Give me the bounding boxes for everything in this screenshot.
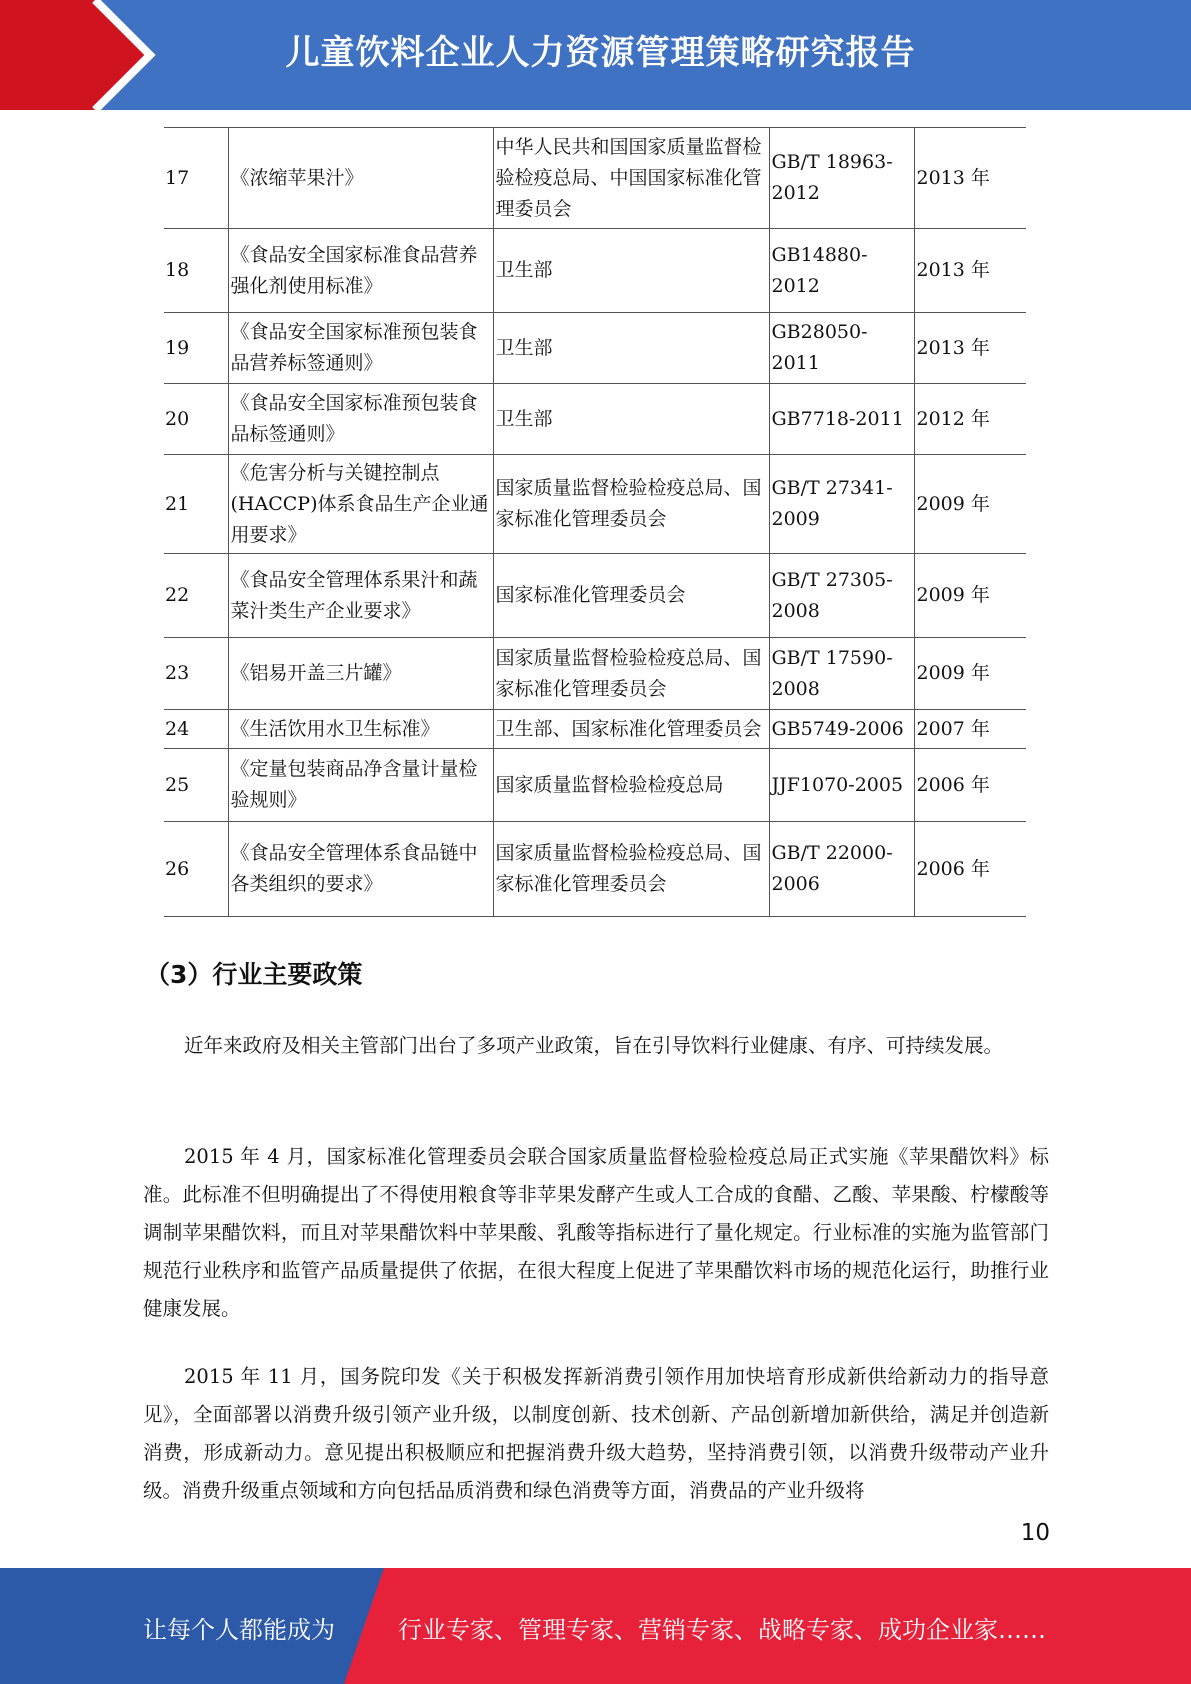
table-row (164, 313, 1026, 384)
table-row (164, 638, 1026, 710)
page-number: 10 (1020, 1520, 1050, 1546)
footer-slogan-roles: 行业专家、管理专家、营销专家、战略专家、成功企业家…… (398, 1616, 1046, 1644)
table-row (164, 384, 1026, 455)
cell-standard-code: GB28050-2011 (769, 313, 914, 384)
cell-standard-code: GB5749-2006 (769, 710, 914, 749)
cell-standard-code: GB/T 27305-2008 (769, 554, 914, 638)
table-row (164, 749, 1026, 822)
table-row (164, 229, 1026, 313)
footer-slogan-lead: 让每个人都能成为 (143, 1616, 335, 1644)
cell-year: 2009 年 (914, 638, 1026, 710)
cell-number: 18 (164, 229, 228, 313)
cell-year: 2013 年 (914, 313, 1026, 384)
cell-number: 21 (164, 455, 228, 554)
cell-year: 2006 年 (914, 822, 1026, 917)
cell-number: 25 (164, 749, 228, 822)
cell-standard-code: GB/T 18963-2012 (769, 128, 914, 229)
cell-issuer: 卫生部 (493, 384, 769, 455)
cell-standard-name: 《生活饮用水卫生标准》 (228, 710, 493, 749)
table-row (164, 554, 1026, 638)
cell-standard-name: 《食品安全国家标准食品营养强化剂使用标准》 (228, 229, 493, 313)
cell-issuer-text: 卫生部、国家标准化管理委员会 (495, 717, 762, 740)
cell-year: 2007 年 (914, 710, 1026, 749)
cell-year: 2006 年 (914, 749, 1026, 822)
cell-year: 2013 年 (914, 229, 1026, 313)
cell-year: 2013 年 (914, 128, 1026, 229)
cell-number: 26 (164, 822, 228, 917)
cell-standard-code: GB14880-2012 (769, 229, 914, 313)
cell-issuer: 卫生部 (493, 229, 769, 313)
table-row (164, 822, 1026, 917)
cell-standard-code: JJF1070-2005 (769, 749, 914, 822)
cell-issuer: 国家标准化管理委员会 (493, 554, 769, 638)
cell-issuer: 国家质量监督检验检疫总局、国家标准化管理委员会 (493, 638, 769, 710)
cell-standard-code: GB/T 27341-2009 (769, 455, 914, 554)
cell-standard-name: 《铝易开盖三片罐》 (228, 638, 493, 710)
cell-standard-name: 《浓缩苹果汁》 (228, 128, 493, 229)
body-paragraph: 2015 年 11 月，国务院印发《关于积极发挥新消费引领作用加快培育形成新供给新动力的指导意见》，全面部署以消费升级引领产业升级，以制度创新、技术创新、产品创新增加新供给，满足并创造新消费，形成新动力。意见提出积极顺应和把握消费升级大趋势，坚持消费引领，以消费升级带动产业升级。消费升级重点领域和方向包括品质消费和绿色消费等方面，消费品的产业升级将 (143, 1365, 1049, 1502)
cell-standard-name: 《食品安全国家标准预包装食品标签通则》 (228, 384, 493, 455)
cell-number: 17 (164, 128, 228, 229)
cell-standard-name: 《食品安全国家标准预包装食品营养标签通则》 (228, 313, 493, 384)
cell-year: 2009 年 (914, 554, 1026, 638)
body-paragraph: 2015 年 4 月，国家标准化管理委员会联合国家质量监督检验检疫总局正式实施《苹果醋饮料》标准。此标准不但明确提出了不得使用粮食等非苹果发酵产生或人工合成的食醋、乙酸、苹果酸、柠檬酸等调制苹果醋饮料，而且对苹果醋饮料中苹果酸、乳酸等指标进行了量化规定。行业标准的实施为监管部门规范行业秩序和监管产品质量提供了依据，在很大程度上促进了苹果醋饮料市场的规范化运行，助推行业健康发展。 (143, 1145, 1049, 1320)
cell-issuer: 国家质量监督检验检疫总局 (493, 749, 769, 822)
cell-issuer: 中华人民共和国国家质量监督检验检疫总局、中国国家标准化管理委员会 (493, 128, 769, 229)
page-header (0, 0, 1191, 110)
body-paragraph: 近年来政府及相关主管部门出台了多项产业政策，旨在引导饮料行业健康、有序、可持续发展。 (184, 1034, 1004, 1057)
cell-standard-name: 《危害分析与关键控制点(HACCP)体系食品生产企业通用要求》 (228, 455, 493, 554)
standards-table (164, 127, 1026, 917)
cell-year: 2012 年 (914, 384, 1026, 455)
cell-standard-code: GB/T 22000-2006 (769, 822, 914, 917)
cell-standard-name: 《定量包装商品净含量计量检验规则》 (228, 749, 493, 822)
table-row (164, 455, 1026, 554)
cell-issuer: 国家质量监督检验检疫总局、国家标准化管理委员会 (493, 455, 769, 554)
cell-issuer (493, 710, 769, 749)
cell-year: 2009 年 (914, 455, 1026, 554)
document-title: 儿童饮料企业人力资源管理策略研究报告 (285, 32, 916, 73)
cell-number: 23 (164, 638, 228, 710)
cell-standard-code: GB7718-2011 (769, 384, 914, 455)
cell-number: 19 (164, 313, 228, 384)
table-row (164, 710, 1026, 749)
cell-standard-name: 《食品安全管理体系果汁和蔬菜汁类生产企业要求》 (228, 554, 493, 638)
cell-number: 20 (164, 384, 228, 455)
table-row (164, 128, 1026, 229)
cell-number: 22 (164, 554, 228, 638)
cell-issuer: 卫生部 (493, 313, 769, 384)
section-heading: （3）行业主要政策 (145, 960, 363, 989)
cell-standard-code: GB/T 17590-2008 (769, 638, 914, 710)
cell-number: 24 (164, 710, 228, 749)
cell-standard-name: 《食品安全管理体系食品链中各类组织的要求》 (228, 822, 493, 917)
cell-issuer: 国家质量监督检验检疫总局、国家标准化管理委员会 (493, 822, 769, 917)
